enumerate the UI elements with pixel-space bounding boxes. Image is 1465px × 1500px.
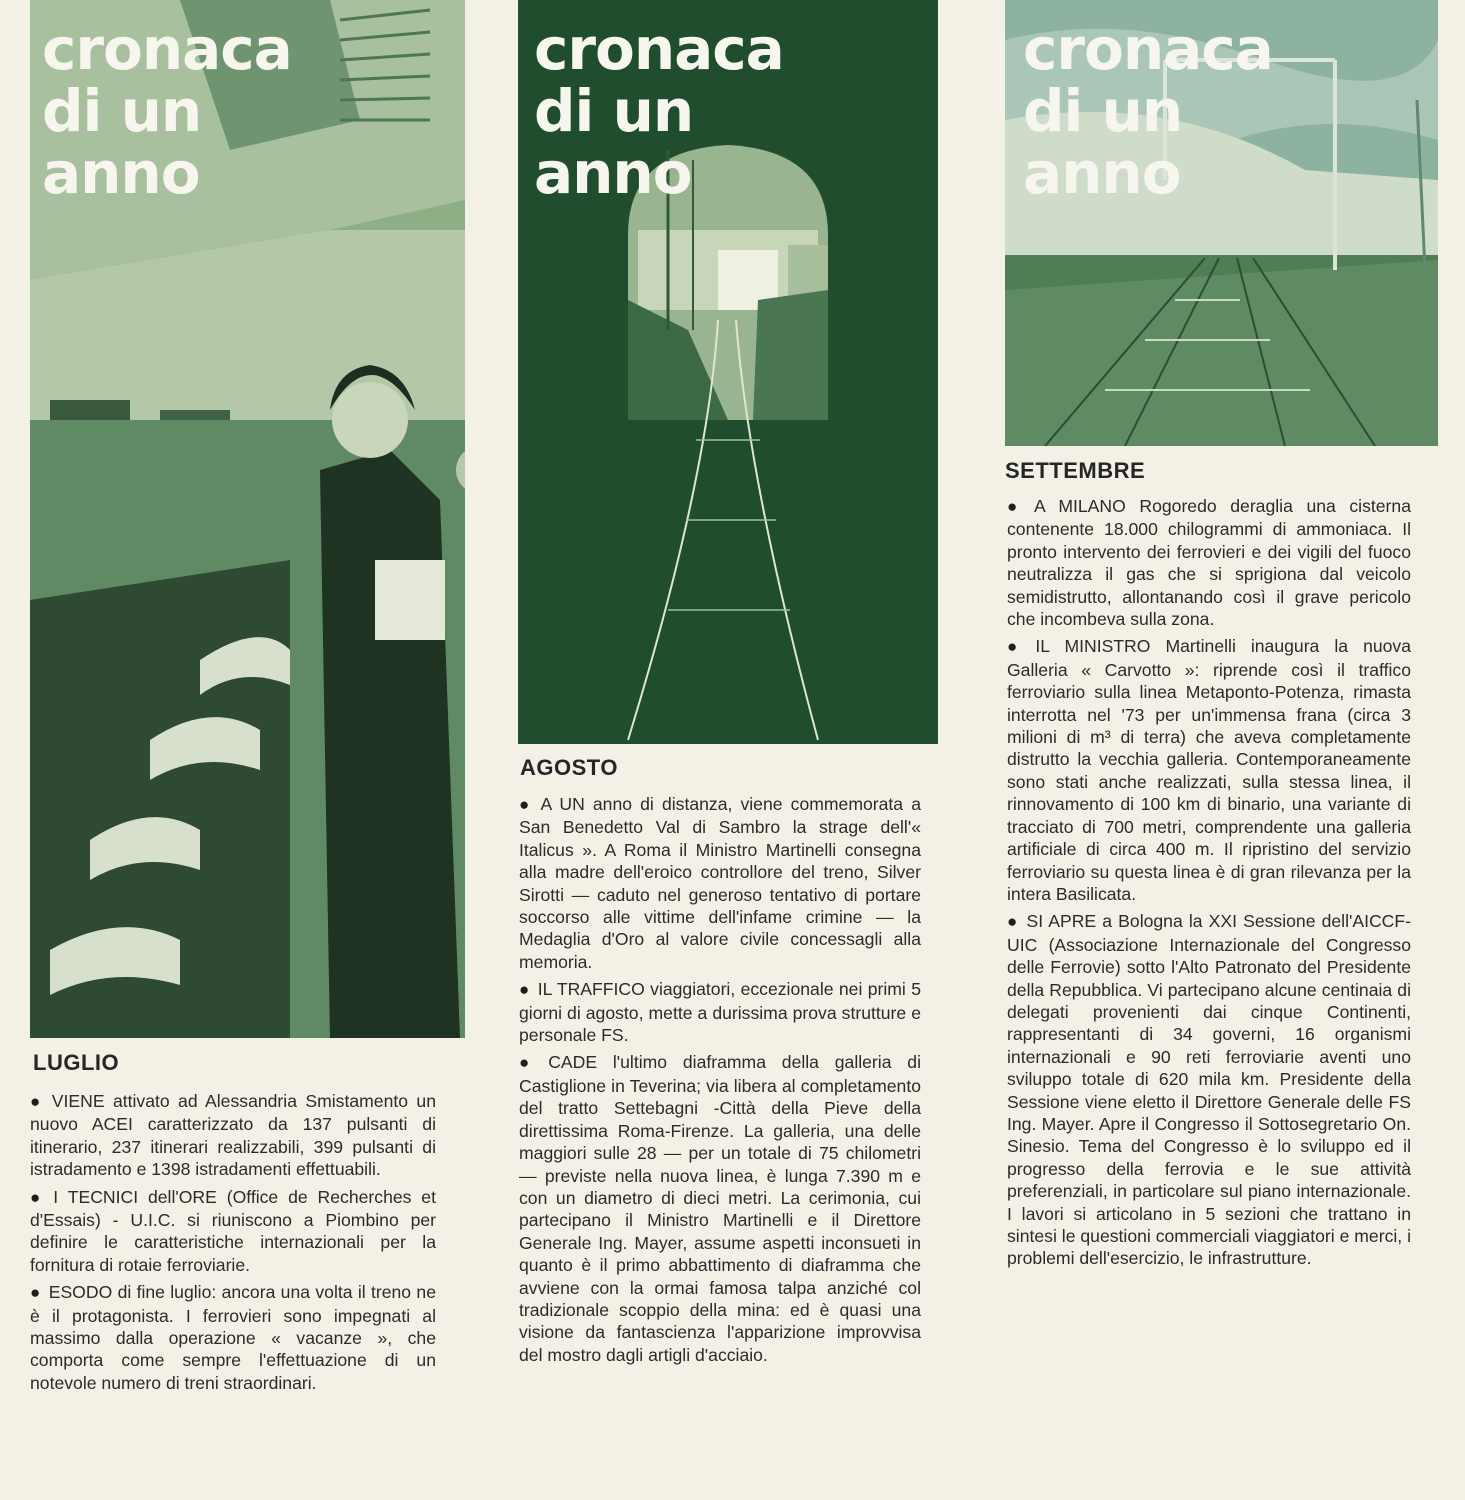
headline (42, 15, 292, 207)
headline-line-3: anno (1023, 139, 1181, 207)
headline-line-3: anno (42, 139, 200, 207)
panel-settembre-image (1005, 0, 1438, 446)
news-item: ● ESODO di fine luglio: ancora una volta il treno ne è il protagonista. I ferrovieri sono impegnati al massimo dalla operazione « vacanze », che comporta come sempre l'effettuazione di un notevole numero di treni straordinari. (30, 1281, 436, 1394)
news-item: ● IL TRAFFICO viaggiatori, eccezionale nei primi 5 giorni di agosto, mette a durissima prova strutture e personale FS. (519, 978, 921, 1046)
news-item: ● SI APRE a Bologna la XXI Sessione dell'AICCF-UIC (Associazione Internazionale del Congresso delle Ferrovie) sotto l'Alto Patronato del Presidente della Repubblica. Vi partecipano alcune centinaia di delegati provenienti dai cinque Continenti, rappresentanti di 34 governi, 16 organismi internazionali e 90 reti ferroviarie aventi uno sviluppo totale di 620 mila km. Presidente della Sessione viene eletto il Direttore Generale delle FS Ing. Mayer. Apre il Congresso il Sottosegretario On. Sinesio. Tema del Congresso è lo sviluppo ed il progresso della ferrovia e le sue attività preferenziali, in particolare sul piano internazionale. I lavori si articolano in 5 sezioni che trattano in sintesi le questioni commerciali viaggiatori e merci, i problemi dell'esercizio, le infrastrutture. (1007, 910, 1411, 1270)
month-heading-agosto: AGOSTO (520, 755, 618, 780)
news-item: ● VIENE attivato ad Alessandria Smistamento un nuovo ACEI caratterizzato da 137 pulsanti di itinerario, 237 itinerari realizzabili, 399 pulsanti di istradamento e 1398 istradamenti effettuabili. (30, 1090, 436, 1181)
headline-line-2: di un (1023, 77, 1183, 145)
column-settembre-text (1007, 495, 1411, 1275)
headline-line-3: anno (534, 139, 692, 207)
headline-line-1: cronaca (42, 15, 292, 83)
news-item: ● A UN anno di distanza, viene commemorata a San Benedetto Val di Sambro la strage dell'« Italicus ». A Roma il Ministro Martinelli consegna alla madre dell'eroico controllore del treno, Silver Sirotti — caduto nel generoso tentativo di portare soccorso alle vittime dell'infame crimine — la Medaglia d'Oro al valore civile concessagli alla memoria. (519, 793, 921, 973)
news-item: ● I TECNICI dell'ORE (Office de Recherches et d'Essais) - U.I.C. si riuniscono a Piombino per definire le caratteristiche internazionali per la fornitura di rotaie ferroviarie. (30, 1186, 436, 1277)
news-item: ● CADE l'ultimo diaframma della galleria di Castiglione in Teverina; via libera al completamento del tratto Settebagni -Città della Pieve della direttissima Roma-Firenze. La galleria, una delle maggiori sulle 28 — per un totale di 75 chilometri — previste nella nuova linea, è lunga 7.390 m e con un diametro di dieci metri. La cerimonia, cui partecipano il Ministro Martinelli e il Direttore Generale Ing. Mayer, assume aspetti inconsueti in quanto è il primo abbattimento di diaframma che avviene con la ormai famosa talpa anziché col tradizionale scoppio della mina: ed è quasi una visione da fantascienza l'apparizione improvvisa del mostro dagli artigli d'acciaio. (519, 1051, 921, 1366)
news-item: ● A MILANO Rogoredo deraglia una cisterna contenente 18.000 chilogrammi di ammoniaca. Il pronto intervento dei ferrovieri e dei vigili del fuoco neutralizza il gas che si sprigiona dal veicolo semidistrutto, allontanando così il grave pericolo che incombeva sulla zona. (1007, 495, 1411, 630)
column-luglio-text (30, 1090, 436, 1399)
headline-line-1: cronaca (1023, 15, 1273, 83)
column-agosto-text (519, 793, 921, 1371)
headline-line-1: cronaca (534, 15, 784, 83)
panel-agosto-image (518, 0, 938, 744)
month-heading-luglio: LUGLIO (33, 1050, 120, 1075)
panel-luglio-image (30, 0, 465, 1038)
headline (534, 15, 784, 207)
headline-line-2: di un (42, 77, 202, 145)
news-item: ● IL MINISTRO Martinelli inaugura la nuova Galleria « Carvotto »: riprende così il traffico ferroviario sulla linea Metaponto-Potenza, rimasta interrotta nel '73 per un'immensa frana (circa 3 milioni di m³ di terra) che aveva completamente distrutto la vecchia galleria. Contemporaneamente sono stati anche realizzati, sulla stessa linea, il rinnovamento di 100 km di binario, una variante di tracciato di 700 metri, comprendente una galleria artificiale di circa 400 m. Il ripristino del servizio ferroviario su questa linea è di gran rilevanza per la intera Basilicata. (1007, 635, 1411, 905)
headline-line-2: di un (534, 77, 694, 145)
headline (1023, 15, 1273, 207)
month-heading-settembre: SETTEMBRE (1005, 458, 1146, 483)
